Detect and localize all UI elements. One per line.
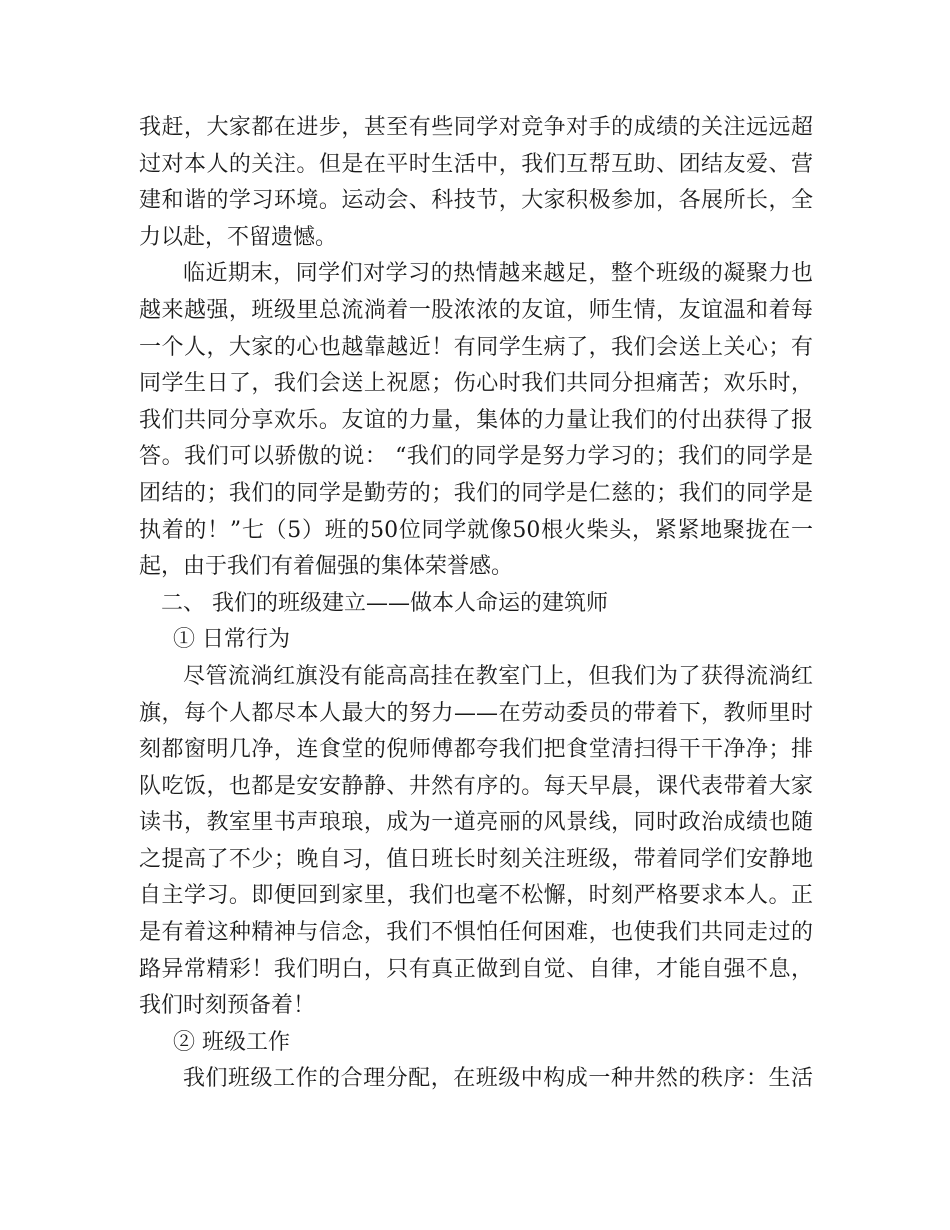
text-line: 起，由于我们有着倔强的集体荣誉感。	[139, 554, 514, 580]
text-line: 同学生日了，我们会送上祝愿；伤心时我们共同分担痛苦；欢乐时，	[139, 371, 813, 397]
text-line: 自主学习。即便回到家里，我们也毫不松懈，时刻严格要求本人。正	[139, 883, 813, 909]
text-line: 队吃饭，也都是安安静静、井然有序的。每天早晨，课代表带着大家	[139, 773, 813, 799]
text-line: 我赶，大家都在进步，甚至有些同学对竞争对手的成绩的关注远远超	[139, 115, 813, 140]
text-line: 路异常精彩！我们明白，只有真正做到自觉、自律，才能自强不息，	[139, 956, 813, 982]
text-line: 一个人，大家的心也越靠越近！有同学生病了，我们会送上关心；有	[139, 334, 813, 360]
text-line: 团结的；我们的同学是勤劳的；我们的同学是仁慈的；我们的同学是	[139, 480, 813, 506]
text-line: 我们共同分享欢乐。友谊的力量，集体的力量让我们的付出获得了报	[139, 407, 813, 433]
section-heading: 二、 我们的班级建立——做本人命运的建筑师	[161, 590, 608, 616]
text-line: 建和谐的学习环境。运动会、科技节，大家积极参加，各展所长，全	[139, 188, 813, 214]
text-line: 我们时刻预备着！	[139, 993, 316, 1019]
subsection-heading: ② 班级工作	[173, 1029, 290, 1055]
text-line: 越来越强，班级里总流淌着一股浓浓的友谊，师生情，友谊温和着每	[139, 297, 813, 323]
text-line: 旗，每个人都尽本人最大的努力——在劳动委员的带着下，教师里时	[139, 700, 813, 726]
paragraph-first-line: 我们班级工作的合理分配，在班级中构成一种井然的秩序：生活	[183, 1066, 813, 1092]
text-line: 答。我们可以骄傲的说： “我们的同学是努力学习的；我们的同学是	[139, 444, 813, 470]
text-line: 过对本人的关注。但是在平时生活中，我们互帮互助、团结友爱、营	[139, 151, 813, 177]
paragraph-first-line: 尽管流淌红旗没有能高高挂在教室门上，但我们为了获得流淌红	[183, 663, 813, 689]
text-line: 刻都窗明几净，连食堂的倪师傅都夸我们把食堂清扫得干干净净；排	[139, 737, 813, 763]
paragraph-first-line: 临近期末，同学们对学习的热情越来越足，整个班级的凝聚力也	[183, 261, 813, 287]
text-line: 力以赴，不留遗憾。	[139, 224, 338, 250]
text-line: 是有着这种精神与信念，我们不惧怕任何困难，也使我们共同走过的	[139, 920, 813, 946]
text-line: 读书，教室里书声琅琅，成为一道亮丽的风景线，同时政治成绩也随	[139, 810, 813, 836]
text-line: 之提高了不少；晚自习，值日班长时刻关注班级，带着同学们安静地	[139, 846, 813, 872]
subsection-heading: ① 日常行为	[173, 627, 290, 653]
body-text	[139, 110, 813, 1098]
text-line: 执着的！”七（5）班的50位同学就像50根火柴头，紧紧地聚拢在一	[139, 517, 813, 543]
